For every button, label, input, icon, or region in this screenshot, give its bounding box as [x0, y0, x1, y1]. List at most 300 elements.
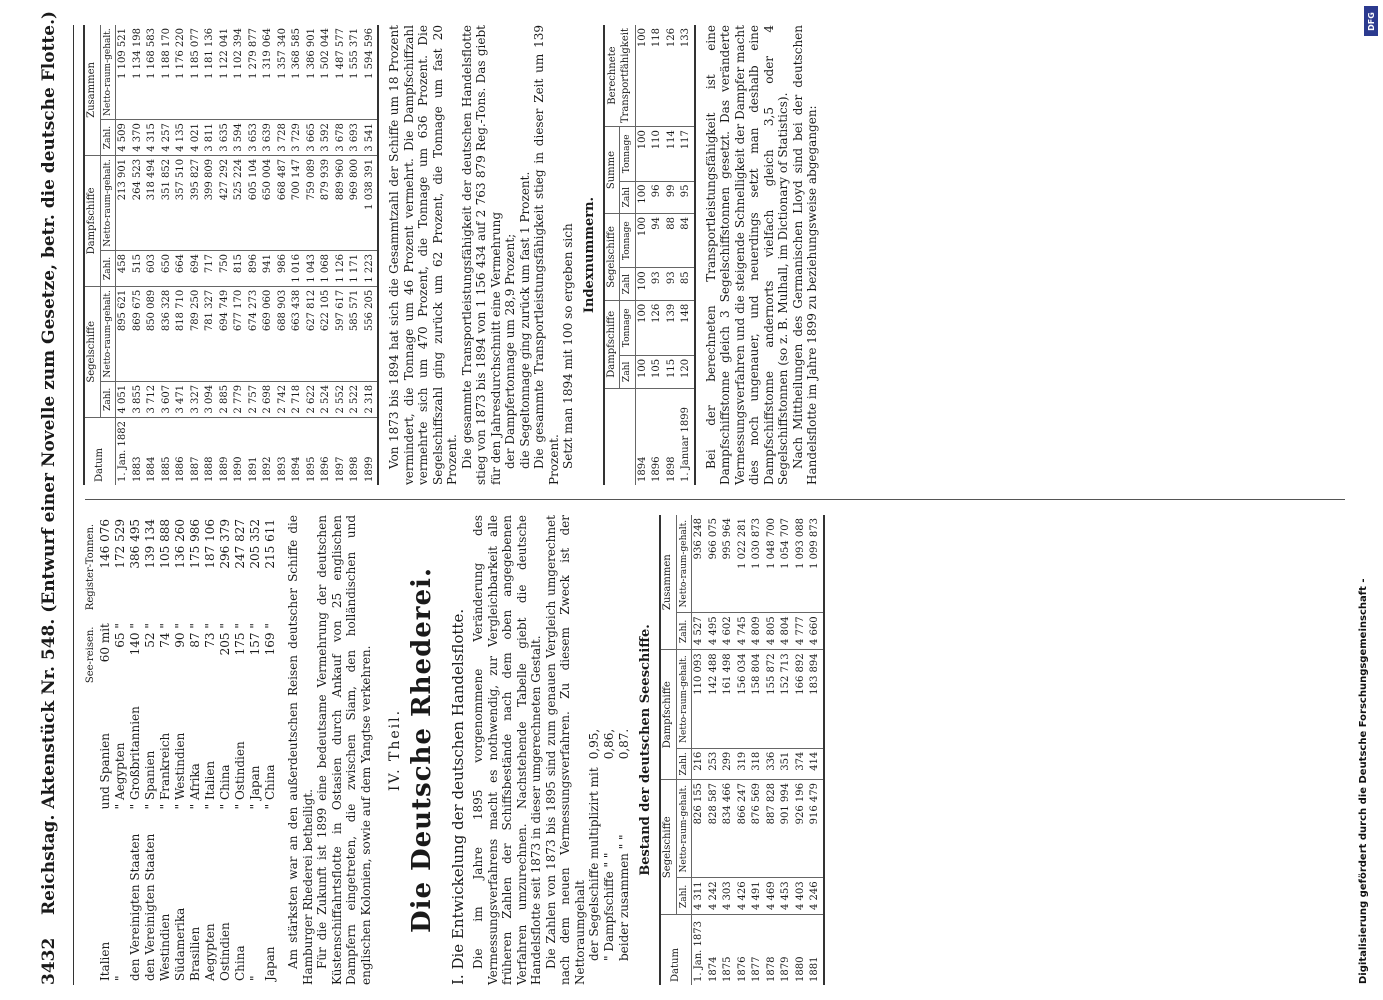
chapter-heading: I. Die Entwickelung der deutschen Handelsflotte. — [449, 608, 467, 985]
table-cell: 60 mit — [98, 623, 112, 663]
table-cell: 1 068 — [319, 250, 334, 286]
table-row — [247, 25, 262, 485]
table-row — [276, 25, 291, 485]
table-cell: 336 — [765, 748, 780, 779]
page-frame — [15, 10, 1355, 985]
sub-header: Netto-raum-gehalt. — [100, 25, 116, 120]
table-cell: 1 099 873 — [808, 515, 824, 613]
sub-header: Netto-raum-gehalt. — [676, 780, 692, 878]
table-cell: 118 — [650, 25, 665, 127]
sub-header: Netto-raum-gehalt. — [100, 286, 116, 381]
table-cell: 1895 — [305, 456, 317, 482]
table-cell: 969 800 — [348, 155, 363, 250]
table-row — [261, 25, 276, 485]
table-cell: 299 — [721, 748, 736, 779]
table-cell: " Afrika — [188, 763, 202, 810]
table-row — [334, 25, 349, 485]
table-cell: 4 426 — [736, 878, 751, 915]
table-cell: 1 188 170 — [160, 25, 175, 120]
table-row — [650, 25, 665, 485]
voyage-row — [158, 515, 173, 985]
table-row — [635, 25, 650, 485]
voyage-row — [128, 515, 143, 985]
table-cell: 889 960 — [334, 155, 349, 250]
table-cell: 694 — [189, 250, 204, 286]
table-cell: 1890 — [233, 456, 244, 482]
group-header: Dampfschiffe — [84, 155, 100, 286]
paragraph: Am stärksten war an den außerdeutschen Reisen deutscher Schiffe die Hamburger Rhederei betheiligt. — [286, 515, 315, 985]
table-cell: 93 — [665, 268, 680, 300]
table-cell: 95 — [679, 181, 695, 213]
rotated-page — [0, 10, 1360, 1000]
table-cell: 264 523 — [131, 155, 146, 250]
table-cell: 4 311 — [692, 878, 707, 915]
table-cell: 1 126 — [334, 250, 349, 286]
table-cell: Südamerika — [173, 907, 187, 981]
table-cell: 1 022 281 — [736, 515, 751, 613]
table-cell: 148 — [679, 300, 695, 355]
table-cell: 515 — [131, 250, 146, 286]
table-cell: 3 471 — [174, 381, 189, 417]
sub-header: Zahl. — [100, 120, 116, 156]
sub-header: Netto-raum-gehalt. — [100, 155, 116, 250]
table-cell: 1. Jan. 1882 — [117, 421, 128, 482]
table-cell: 1879 — [780, 956, 791, 982]
table-cell: 3 712 — [145, 381, 160, 417]
table-cell: 318 494 — [145, 155, 160, 250]
table-cell: 374 — [794, 748, 809, 779]
table-cell: 152 713 — [779, 650, 794, 748]
table-cell: 4 453 — [779, 878, 794, 915]
table-cell: 215 611 — [263, 519, 277, 569]
table-row — [779, 515, 794, 985]
table-cell: 4 135 — [174, 120, 189, 156]
paragraph: Von 1873 bis 1894 hat sich die Gesammtzahl der Schiffe um 18 Prozent vermindert, die Tonnage um 46 Prozent vermehrt. Die Dampfschiffzahl vermehrte sich um 470 Prozent, die Tonnage um 636 Prozent. Die Segelschiffszahl ging zurück um 62 Prozent, die Tonnage um fast 20 Prozent. — [387, 25, 459, 485]
table-row — [218, 25, 233, 485]
column-divider — [85, 499, 1345, 500]
table-cell: 2 522 — [348, 381, 363, 417]
table-cell: 941 — [261, 250, 276, 286]
table-row — [290, 25, 305, 485]
voyage-row — [233, 515, 248, 985]
table-cell: 4 660 — [808, 613, 824, 650]
table-cell: 74 " — [158, 623, 172, 648]
table-cell: 1 093 088 — [794, 515, 809, 613]
col-header-voyages: See-reisen. — [85, 626, 96, 684]
index-title: Indexnummern. — [581, 196, 597, 314]
table-cell: 674 273 — [247, 286, 262, 381]
table-cell: 96 — [650, 181, 665, 213]
table-cell: 759 089 — [305, 155, 320, 250]
table-cell: 850 089 — [145, 286, 160, 381]
table-cell: 1 030 873 — [750, 515, 765, 613]
group-header: Summe — [604, 127, 620, 214]
table-cell: 1 048 700 — [765, 515, 780, 613]
sub-header: Tonnage — [620, 213, 636, 267]
paragraph: Die Zahlen von 1873 bis 1895 sind zum genauen Vergleich umgerechnet nach dem neuen Vermessungsverfahren. Zu diesem Zweck ist der Nettoraumgehalt — [543, 515, 587, 985]
table-cell: Ostindien — [218, 922, 232, 981]
digitization-note: Digitalisierung gefördert durch die Deutsche Forschungsgemeinschaft - — [1358, 578, 1369, 984]
table-cell: 2 742 — [276, 381, 291, 417]
table-cell: 936 248 — [692, 515, 707, 613]
table-cell: 140 " — [128, 623, 142, 656]
table-cell: 3 607 — [160, 381, 175, 417]
table-cell: 1893 — [276, 456, 288, 482]
table-cell: 114 — [665, 127, 680, 181]
table-cell: 781 327 — [203, 286, 218, 381]
sub-header: Zahl — [620, 355, 636, 388]
table-cell: 100 — [635, 213, 650, 267]
table-cell: 105 888 — [158, 519, 172, 569]
table-row — [174, 25, 189, 485]
table-row — [750, 515, 765, 985]
table-cell: 2 885 — [218, 381, 233, 417]
dfg-logo: DFG — [1364, 6, 1378, 36]
table-cell: 100 — [635, 300, 650, 355]
voyage-row — [203, 515, 218, 985]
voyage-row — [218, 515, 233, 985]
part-title: Die Deutsche Rhederei. — [407, 567, 437, 933]
table-cell: 995 964 — [721, 515, 736, 613]
table-cell: 650 004 — [261, 155, 276, 250]
voyage-row — [113, 515, 128, 985]
table-cell: 1894 — [291, 456, 302, 482]
table-cell: 2 318 — [363, 381, 379, 417]
table-cell: 175 " — [233, 623, 247, 656]
table-cell: " — [248, 975, 262, 981]
table-cell: 789 250 — [189, 286, 204, 381]
multiplier-value: 0,86, — [602, 728, 616, 760]
table-cell: 866 247 — [736, 780, 751, 878]
text-line: der Dampfertonnage um 28,9 Prozent; — [503, 233, 517, 469]
table-cell: 1898 — [665, 456, 677, 482]
paragraph: Setzt man 1894 mit 100 so ergeben sich — [561, 223, 575, 469]
table-cell: 1 386 901 — [305, 25, 320, 120]
table-cell: 896 — [247, 250, 262, 286]
multiplier-list — [587, 725, 632, 965]
table-cell: 4 021 — [189, 120, 204, 156]
table-cell: den Vereinigten Staaten — [143, 833, 157, 981]
table-cell: " — [113, 975, 127, 981]
table-cell: 318 — [750, 748, 765, 779]
table-cell: " Aegypten — [113, 742, 127, 810]
table-cell: 90 " — [173, 623, 187, 648]
group-header: Berechnete Transportfähigkeit — [604, 25, 636, 127]
table-cell: " Westindien — [173, 732, 187, 810]
table-cell: 700 147 — [290, 155, 305, 250]
table-row — [348, 25, 363, 485]
table-cell: 1878 — [765, 956, 777, 982]
table-cell: 4 805 — [765, 613, 780, 650]
table-cell: 395 827 — [189, 155, 204, 250]
table-cell: 1 223 — [363, 250, 379, 286]
table-cell: 85 — [679, 268, 695, 300]
table-cell: " China — [218, 764, 232, 810]
table-cell: 88 — [665, 213, 680, 267]
table-cell: 2 698 — [261, 381, 276, 417]
sub-header: Zahl. — [676, 613, 692, 650]
sub-header: Zahl. — [676, 748, 692, 779]
table-cell: 115 — [665, 355, 680, 388]
table-cell: 3 811 — [203, 120, 218, 156]
paragraph: Die gesammte Transportleistungsfähigkeit der deutschen Handelsflotte stieg von 1873 bis 1894 von 1 156 434 auf 2 763 879 Reg.-Tons. Das giebt für den Jahresdurchschnitt eine Vermehrung — [459, 25, 503, 485]
table-cell: 126 — [650, 300, 665, 355]
table-cell: 1 168 583 — [145, 25, 160, 120]
table-cell: 2 524 — [319, 381, 334, 417]
table-cell: 4 051 — [116, 381, 131, 417]
table-cell: 100 — [635, 181, 650, 213]
sub-header: Zahl — [620, 268, 636, 300]
table-cell: 916 479 — [808, 780, 824, 878]
table-row — [189, 25, 204, 485]
table-cell: 895 621 — [116, 286, 131, 381]
table-cell: 161 498 — [721, 650, 736, 748]
table-cell: 93 — [650, 268, 665, 300]
table-cell: 73 " — [203, 623, 217, 648]
header-title: Reichstag. Aktenstück Nr. 548. (Entwurf einer Novelle zum Gesetze, betr. die deutsche Flotte.) — [39, 10, 59, 915]
table-row — [203, 25, 218, 485]
table-cell: 126 — [665, 25, 680, 127]
voyage-row — [263, 515, 278, 985]
datum-header: Datum — [660, 915, 692, 985]
right-column — [83, 25, 820, 485]
table-row — [232, 25, 247, 485]
table-cell: 4 602 — [721, 613, 736, 650]
table-cell: 3 665 — [305, 120, 320, 156]
multiplier-label: der Segelschiffe multiplizirt mit — [587, 767, 601, 961]
table-cell: 175 986 — [188, 519, 202, 569]
table-cell: 187 106 — [203, 519, 217, 569]
table-cell: 100 — [635, 127, 650, 181]
table-cell: 1881 — [809, 956, 820, 982]
table-row — [116, 25, 131, 485]
table-cell: 1 181 136 — [203, 25, 218, 120]
table-cell: 4 303 — [721, 878, 736, 915]
table-cell: 2 757 — [247, 381, 262, 417]
group-header: Dampfschiffe — [660, 650, 676, 780]
table-cell: 879 939 — [319, 155, 334, 250]
table-cell: 1897 — [334, 456, 346, 482]
table-cell: 87 " — [188, 623, 202, 648]
table-cell: den Vereinigten Staaten — [128, 833, 142, 981]
table-cell: 110 — [650, 127, 665, 181]
table-cell: 1875 — [722, 956, 733, 982]
table-cell: 216 — [692, 748, 707, 779]
table-cell: 1 319 064 — [261, 25, 276, 120]
table-cell: 3 653 — [247, 120, 262, 156]
group-header: Zusammen — [660, 515, 676, 650]
table-cell: 205 352 — [248, 519, 262, 569]
table-cell: " Ostindien — [233, 741, 247, 810]
table-cell: 139 — [665, 300, 680, 355]
table-cell: 351 852 — [160, 155, 175, 250]
table-cell: " Italien — [203, 760, 217, 810]
table-cell: 1 016 — [290, 250, 305, 286]
table-cell: 926 196 — [794, 780, 809, 878]
voyage-row — [143, 515, 158, 985]
table-cell: 3 592 — [319, 120, 334, 156]
table-cell: 3 639 — [261, 120, 276, 156]
table-cell: 669 060 — [261, 286, 276, 381]
table-cell: Brasilien — [188, 926, 202, 981]
multiplier-value: 0,95, — [587, 728, 601, 760]
table-cell: 3 327 — [189, 381, 204, 417]
table-cell: 869 675 — [131, 286, 146, 381]
table-row — [319, 25, 334, 485]
group-header: Segelschiffe — [660, 780, 676, 915]
table-cell: " China — [263, 764, 277, 810]
table-cell: 1 054 707 — [779, 515, 794, 613]
table-cell: 1 102 394 — [232, 25, 247, 120]
table-cell: 664 — [174, 250, 189, 286]
table-cell: 605 104 — [247, 155, 262, 250]
paragraph: Bei der berechneten Transportleistungsfähigkeit ist eine Dampfschiffstonne gleich 3 Segelschiffstonnen gesetzt. Das veränderte Vermessungsverfahren und die steigende Schnelligkeit der Dampfer macht dies noch ungenauer, und neuerdings setzt man deshalb eine Dampfschiffstonne andernorts vielfach gleich 3,5 oder 4 Segelschiffstonnen (so z. B. Mulhall, im Dictionary of Statistics). — [703, 25, 790, 485]
table-cell: 158 804 — [750, 650, 765, 748]
table-cell: 1 171 — [348, 250, 363, 286]
table-cell: 556 205 — [363, 286, 379, 381]
table-cell: China — [233, 945, 247, 981]
table-cell: 253 — [707, 748, 722, 779]
sub-header: Zahl. — [100, 381, 116, 417]
table-row — [145, 25, 160, 485]
header-rule — [73, 25, 74, 985]
table-cell: 319 — [736, 748, 751, 779]
col-header-tons: Register-Tonnen. — [85, 523, 96, 611]
table-cell: " Japan — [248, 765, 262, 810]
table-cell: 156 034 — [736, 650, 751, 748]
table-cell: 4 469 — [765, 878, 780, 915]
table-row — [692, 515, 707, 985]
table-cell: 155 872 — [765, 650, 780, 748]
table-cell: 4 745 — [736, 613, 751, 650]
table-cell: 142 488 — [707, 650, 722, 748]
table-cell: 1 368 585 — [290, 25, 305, 120]
table-cell: 3 635 — [218, 120, 233, 156]
table-cell: 120 — [679, 355, 695, 388]
table-cell: 688 903 — [276, 286, 291, 381]
table-cell: 750 — [218, 250, 233, 286]
paragraph: Für die Zukunft ist 1899 eine bedeutsame Vermehrung der deutschen Küstenschiffahrtsflotte in Ostasien durch Ankauf von 25 englischen Dampfern eingetreten, die zwischen Siam, den holländischen und englischen Kolonien, sowie auf dem Yangtse verkehren. — [315, 515, 373, 985]
table-cell: 603 — [145, 250, 160, 286]
group-header: Zusammen — [84, 25, 100, 155]
table-cell: 966 075 — [707, 515, 722, 613]
fleet-table-right — [83, 25, 379, 485]
group-header: Segelschiffe — [84, 286, 100, 417]
table-row — [721, 515, 736, 985]
table-cell: Italien — [98, 941, 112, 981]
text-line: die Segeltonnage ging zurück um fast 1 Prozent. — [517, 171, 532, 469]
table-cell: 1880 — [794, 956, 806, 982]
voyage-row — [173, 515, 188, 985]
table-cell: 1892 — [262, 456, 273, 482]
table-cell: 110 093 — [692, 650, 707, 748]
table-cell: 458 — [116, 250, 131, 286]
table-cell: 815 — [232, 250, 247, 286]
table-cell: 1885 — [160, 456, 172, 482]
table-cell: 1 043 — [305, 250, 320, 286]
table-cell: und Spanien — [98, 732, 112, 810]
table-cell: 4 495 — [707, 613, 722, 650]
sub-header: Tonnage — [620, 300, 636, 355]
table-cell: 717 — [203, 250, 218, 286]
table-cell: 4 777 — [794, 613, 809, 650]
table-cell: 597 617 — [334, 286, 349, 381]
table-cell: 826 155 — [692, 780, 707, 878]
table-cell: Westindien — [158, 913, 172, 981]
fleet-table-left — [659, 515, 825, 985]
table-cell: 4 315 — [145, 120, 160, 156]
index-table — [603, 25, 696, 485]
table-cell: 4 242 — [707, 878, 722, 915]
table-cell: 1 279 877 — [247, 25, 262, 120]
table-cell: " Frankreich — [158, 732, 172, 810]
table-cell: 1. Jan. 1873 — [693, 921, 704, 982]
table-cell: 836 328 — [160, 286, 175, 381]
table-cell: 876 569 — [750, 780, 765, 878]
table-cell: 146 076 — [98, 519, 112, 569]
table-cell: 887 828 — [765, 780, 780, 878]
table-cell: 828 587 — [707, 780, 722, 878]
table-cell: 2 718 — [290, 381, 305, 417]
table-cell: 1886 — [175, 456, 186, 482]
table-cell: 3 594 — [232, 120, 247, 156]
table-cell: Aegypten — [203, 923, 217, 981]
group-header: Dampfschiffe — [604, 300, 620, 388]
table-cell: 247 827 — [233, 519, 247, 569]
multiplier-value: 0,87. — [617, 728, 631, 760]
table-row — [707, 515, 722, 985]
multiplier-label: beider zusammen " " — [617, 834, 631, 961]
table-cell: 3 094 — [203, 381, 218, 417]
table-cell: 213 901 — [116, 155, 131, 250]
table-cell: 84 — [679, 213, 695, 267]
table-cell: 1887 — [189, 456, 201, 482]
table-cell: 2 622 — [305, 381, 320, 417]
table-cell: 1898 — [349, 456, 360, 482]
table-cell: 100 — [635, 268, 650, 300]
table-cell: 818 710 — [174, 286, 189, 381]
table-cell: 1 109 521 — [116, 25, 131, 120]
table-cell: 3 678 — [334, 120, 349, 156]
table-cell: 650 — [160, 250, 175, 286]
running-header — [35, 10, 71, 985]
table-cell: 3 728 — [276, 120, 291, 156]
table-cell: 3 541 — [363, 120, 379, 156]
table-cell: Japan — [263, 946, 277, 981]
table-cell: 1894 — [636, 456, 648, 482]
table-cell: 386 495 — [128, 519, 142, 569]
table-cell: 668 487 — [276, 155, 291, 250]
sub-header: Zahl. — [100, 250, 116, 286]
table-row — [160, 25, 175, 485]
table-cell: 1 185 077 — [189, 25, 204, 120]
table-cell: 663 438 — [290, 286, 305, 381]
table-cell: 100 — [635, 25, 650, 127]
table-cell: 157 " — [248, 623, 262, 656]
table-cell: 1 594 596 — [363, 25, 379, 120]
table-cell: 1891 — [247, 456, 259, 482]
table-cell: 4 257 — [160, 120, 175, 156]
table-cell: 52 " — [143, 623, 157, 648]
table-cell: 4 246 — [808, 878, 824, 915]
multiplier-label: " Dampfschiffe " " — [602, 852, 616, 961]
table-cell: 1883 — [131, 456, 143, 482]
table-cell: 1 357 340 — [276, 25, 291, 120]
table-cell: " Großbritannien — [128, 706, 142, 810]
table-cell: 205 " — [218, 623, 232, 656]
table-cell: 169 " — [263, 623, 277, 656]
table-cell: 172 529 — [113, 519, 127, 569]
